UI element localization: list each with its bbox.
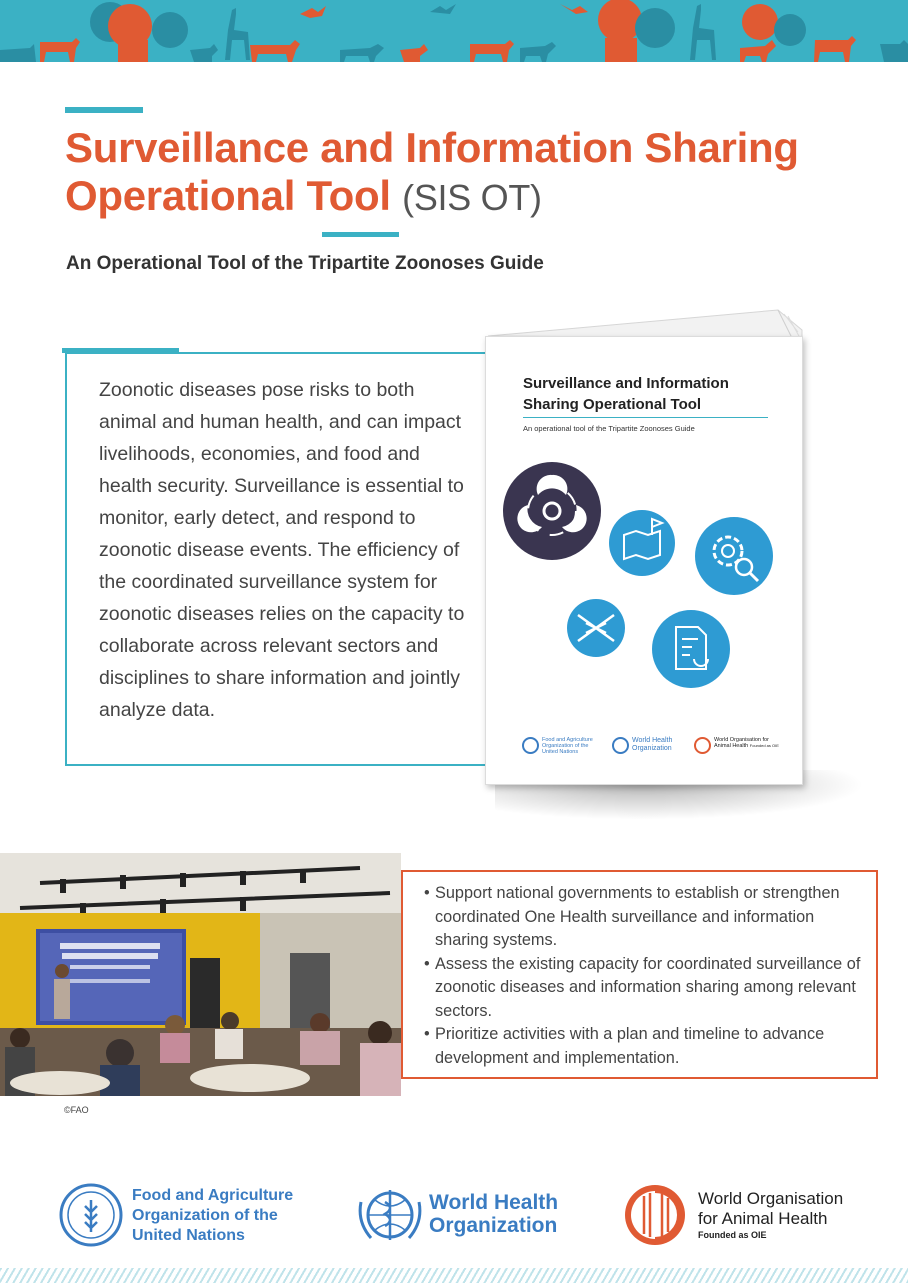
map-flag-icon bbox=[609, 510, 675, 576]
book-title-rule bbox=[523, 417, 768, 418]
book-logo-fao-label: Food and Agriculture Organization of the United Nations bbox=[542, 737, 593, 755]
fao-name-line1: Food and Agriculture bbox=[132, 1187, 294, 1204]
woah-tagline: Founded as OIE bbox=[698, 1230, 767, 1240]
intro-accent-bar bbox=[62, 348, 179, 353]
list-item bbox=[424, 953, 864, 1024]
bullet-marker: • bbox=[424, 1025, 430, 1043]
objective-text-1: Support national governments to establish or strengthen coordinated One Health surveillance and information sharing systems. bbox=[435, 884, 840, 949]
who-name-line1: World Health bbox=[429, 1191, 559, 1214]
book-logos bbox=[522, 735, 782, 757]
page-subtitle: An Operational Tool of the Tripartite Zoonoses Guide bbox=[66, 253, 544, 274]
gear-magnifier-icon bbox=[695, 517, 773, 595]
book-logo-woah-tagline: Founded as OIE bbox=[749, 743, 779, 748]
page-title-line2: Operational Tool bbox=[65, 172, 391, 219]
woah-name-line1: World Organisation bbox=[698, 1189, 844, 1208]
book-title: Surveillance and Information Sharing Operational Tool bbox=[523, 375, 729, 413]
woah-emblem-icon bbox=[622, 1182, 688, 1248]
fao-name-line3: United Nations bbox=[132, 1227, 245, 1244]
biohazard-icon bbox=[503, 462, 601, 560]
title-accent-bar bbox=[65, 107, 143, 113]
book-subtitle: An operational tool of the Tripartite Zoonoses Guide bbox=[523, 424, 695, 433]
who-emblem-icon bbox=[355, 1182, 425, 1248]
objective-text-3: Prioritize activities with a plan and timeline to advance development and implementation. bbox=[435, 1025, 825, 1067]
header-banner bbox=[0, 0, 908, 62]
fao-name-line2: Organization of the bbox=[132, 1207, 278, 1224]
bullet-marker: • bbox=[424, 954, 430, 973]
footer-pattern-strip bbox=[0, 1268, 908, 1283]
objectives-list bbox=[424, 882, 864, 1070]
workshop-photo bbox=[0, 853, 401, 1096]
woah-logo bbox=[622, 1180, 882, 1250]
woah-name-line2: for Animal Health bbox=[698, 1209, 828, 1228]
workshop-photo-image bbox=[0, 853, 401, 1096]
handshake-icon bbox=[567, 599, 625, 657]
book-icon-cluster bbox=[486, 455, 804, 715]
objective-text-2: Assess the existing capacity for coordinated surveillance of zoonotic diseases and information sharing among relevant sectors. bbox=[435, 954, 861, 1020]
page-title-abbreviation: (SIS OT) bbox=[402, 177, 542, 218]
fao-emblem-icon bbox=[522, 737, 539, 754]
list-item bbox=[424, 882, 864, 953]
wildlife-silhouettes-illustration bbox=[0, 0, 908, 62]
page-title bbox=[65, 124, 885, 222]
book-cover bbox=[485, 336, 803, 785]
book-logo-woah-text bbox=[714, 737, 784, 749]
page-title-line1: Surveillance and Information Sharing bbox=[65, 124, 799, 171]
fao-logo bbox=[58, 1180, 298, 1250]
bullet-marker: • bbox=[424, 884, 430, 902]
who-emblem-icon bbox=[612, 737, 629, 754]
book-logo-woah-label: World Organisation for Animal Health bbox=[714, 737, 769, 749]
who-name-line2: Organization bbox=[429, 1214, 558, 1237]
document-refresh-icon bbox=[652, 610, 730, 688]
fao-emblem-icon bbox=[58, 1182, 124, 1248]
intro-paragraph: Zoonotic diseases pose risks to both animal and human health, and can impact livelihoods, economies, and food and health security. Surveillance is essential to monitor, early detect, and respond to zoonotic disease events. The efficiency of the coordinated surveillance system for zoonotic diseases relies on the capacity to collaborate across relevant sectors and disciplines to share information and jointly analyze data. bbox=[99, 379, 465, 721]
who-logo bbox=[355, 1180, 575, 1250]
title-underline-accent bbox=[322, 232, 399, 237]
list-item bbox=[424, 1023, 864, 1070]
photo-credit: ©FAO bbox=[64, 1105, 89, 1115]
book-logo-who-label: World Health Organization bbox=[632, 737, 673, 752]
woah-emblem-icon bbox=[694, 737, 711, 754]
